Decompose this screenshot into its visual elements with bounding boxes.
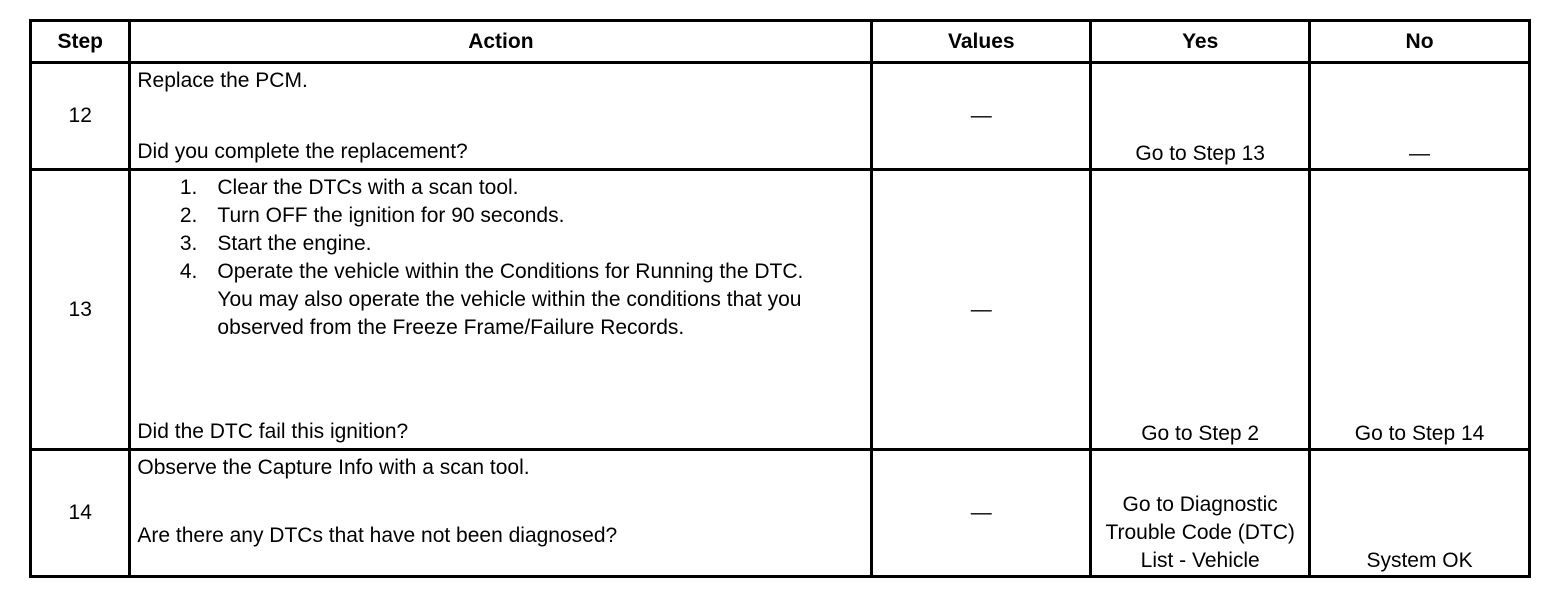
values-cell <box>872 63 1091 170</box>
action-cell <box>130 450 872 577</box>
table-row-step-12 <box>31 63 1530 170</box>
list-item <box>137 174 864 202</box>
header-row <box>31 21 1530 63</box>
values-cell <box>872 170 1091 450</box>
header-action: Action <box>130 21 872 63</box>
yes-cell: Go to Diagnostic Trouble Code (DTC) List - Vehicle <box>1091 450 1310 577</box>
step-number: 12 <box>31 63 130 170</box>
no-cell: Go to Step 14 <box>1310 170 1530 450</box>
yes-cell: Go to Step 2 <box>1091 170 1310 450</box>
action-step-list <box>137 174 864 342</box>
action-question: Are there any DTCs that have not been diagnosed? <box>137 524 618 547</box>
list-item <box>137 230 864 258</box>
action-cell <box>130 170 872 450</box>
list-item-text: Operate the vehicle within the Conditions for Running the DTC. You may also operate the vehicle within the conditions that you observed from the Freeze Frame/Failure Records. <box>217 260 804 339</box>
list-item-text: Clear the DTCs with a scan tool. <box>217 176 519 199</box>
header-values: Values <box>872 21 1091 63</box>
values-dash: — <box>970 501 992 524</box>
action-instruction: Replace the PCM. <box>137 69 308 92</box>
no-cell: — <box>1310 63 1530 170</box>
header-step: Step <box>31 21 130 63</box>
list-item-number: 1. <box>179 176 198 199</box>
action-instruction: Observe the Capture Info with a scan tool. <box>137 456 530 479</box>
values-dash: — <box>970 297 992 321</box>
list-item-number: 4. <box>179 260 198 283</box>
action-question: Did you complete the replacement? <box>137 140 468 163</box>
action-question: Did the DTC fail this ignition? <box>137 420 409 443</box>
header-yes: Yes <box>1091 21 1310 63</box>
list-item-text: Turn OFF the ignition for 90 seconds. <box>217 204 565 227</box>
list-item-number: 2. <box>179 204 198 227</box>
list-item <box>137 258 864 342</box>
diagnostic-table <box>29 19 1531 578</box>
values-cell <box>872 450 1091 577</box>
step-number: 14 <box>31 450 130 577</box>
step-number: 13 <box>31 170 130 450</box>
action-cell <box>130 63 872 170</box>
table-row-step-13 <box>31 170 1530 450</box>
yes-cell: Go to Step 13 <box>1091 63 1310 170</box>
table-row-step-14 <box>31 450 1530 577</box>
list-item-number: 3. <box>179 232 198 255</box>
list-item <box>137 202 864 230</box>
values-dash: — <box>970 104 992 127</box>
header-no: No <box>1310 21 1530 63</box>
no-cell: System OK <box>1310 450 1530 577</box>
list-item-text: Start the engine. <box>217 232 372 255</box>
